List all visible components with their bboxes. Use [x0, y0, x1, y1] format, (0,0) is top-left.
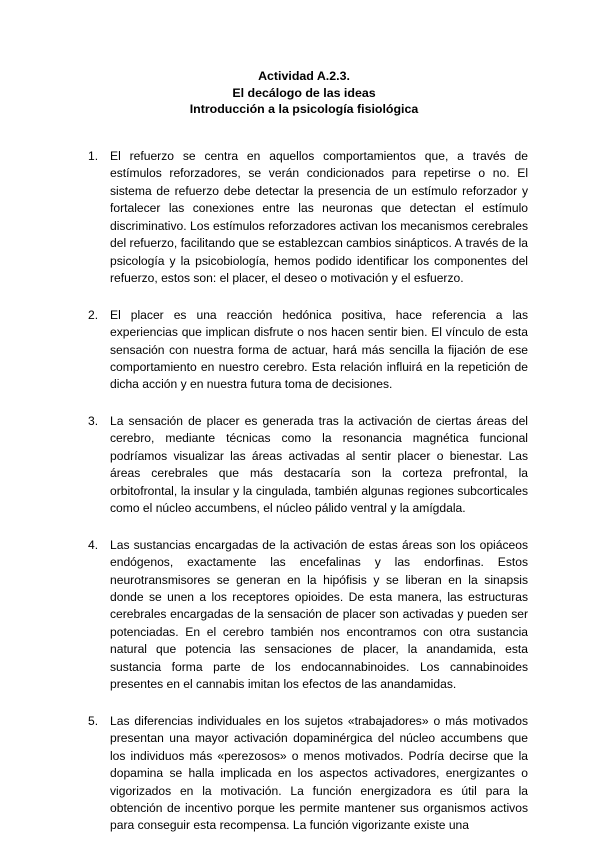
list-item — [88, 537, 528, 694]
document-title-block — [0, 68, 600, 118]
list-item-number: 2. — [88, 307, 99, 322]
list-item-number: 1. — [88, 149, 99, 163]
list-item-number: 4. — [88, 537, 99, 552]
document-subtitle: El decálogo de las ideas — [232, 85, 376, 100]
list-item-text: El placer es una reacción hedónica positiva, hace referencia a las experiencias que implican disfrute o nos hacen sentir bien. El vínculo de esta sensación con nuestra forma de actuar, hará más sencilla la fijación de ese comportamiento en nuestro cerebro. Esta relación influirá en la repetición de dicha acción y en nuestra futura toma de decisiones. — [110, 307, 528, 392]
list-item-text: Las sustancias encargadas de la activación de estas áreas son los opiáceos endógenos, exactamente las encefalinas y las endorfinas. Estos neurotransmisores se generan en la hipófisis y se liberan en la sinapsis donde se unen a los receptores opioides. De esta manera, las estructuras cerebrales encargadas de la sensación de placer son activadas y pueden ser potenciadas. En el cerebro también nos encontramos con otra sustancia natural que potencia las sensaciones de placer, la anandamida, esta sustancia forma parte de los endocannabinoides. Los cannabinoides presentes en el cannabis imitan los efectos de las anandamidas. — [110, 537, 528, 692]
list-item-number: 5. — [88, 713, 99, 728]
activity-title: Actividad A.2.3. — [258, 69, 350, 83]
ideas-list — [88, 148, 528, 854]
list-item — [88, 413, 528, 518]
list-item — [88, 307, 528, 394]
list-item-text: El refuerzo se centra en aquellos comportamientos que, a través de estímulos reforzadores, se verán condicionados para repetirse o no. El sistema de refuerzo debe detectar la presencia de un estímulo reforzador y fortalecer las conexiones entre las neuronas que detectan el estímulo discriminativo. Los estímulos reforzadores activan los mecanismos cerebrales del refuerzo, facilitando que se establezcan cambios sinápticos. A través de la psicología y la psicobiología, hemos podido identificar los componentes del refuerzo, estos son: el placer, el deseo o motivación y el esfuerzo. — [110, 149, 528, 286]
list-item-number: 3. — [88, 413, 99, 428]
list-item-text: Las diferencias individuales en los sujetos «trabajadores» o más motivados presentan una mayor activación dopaminérgica del núcleo accumbens que los individuos más «perezosos» o menos motivados. Podría decirse que la dopamina se halla implicada en los aspectos activadores, energizantes o vigorizados en la motivación. La función energizadora es útil para la obtención de incentivo porque les permite mantener sus organismos activos para conseguir esta recompensa. La función vigorizante existe una — [110, 713, 528, 833]
list-item — [88, 148, 528, 288]
list-item — [88, 713, 528, 835]
list-item-text: La sensación de placer es generada tras la activación de ciertas áreas del cerebro, mediante técnicas como la resonancia magnética funcional podríamos visualizar las áreas activadas al sentir placer o bienestar. Las áreas cerebrales que más destacaría son la corteza prefrontal, la orbitofrontal, la insular y la cingulada, también algunas regiones subcorticales como el núcleo accumbens, el núcleo pálido ventral y la amígdala. — [110, 413, 528, 516]
course-title: Introducción a la psicología fisiológica — [189, 102, 419, 116]
